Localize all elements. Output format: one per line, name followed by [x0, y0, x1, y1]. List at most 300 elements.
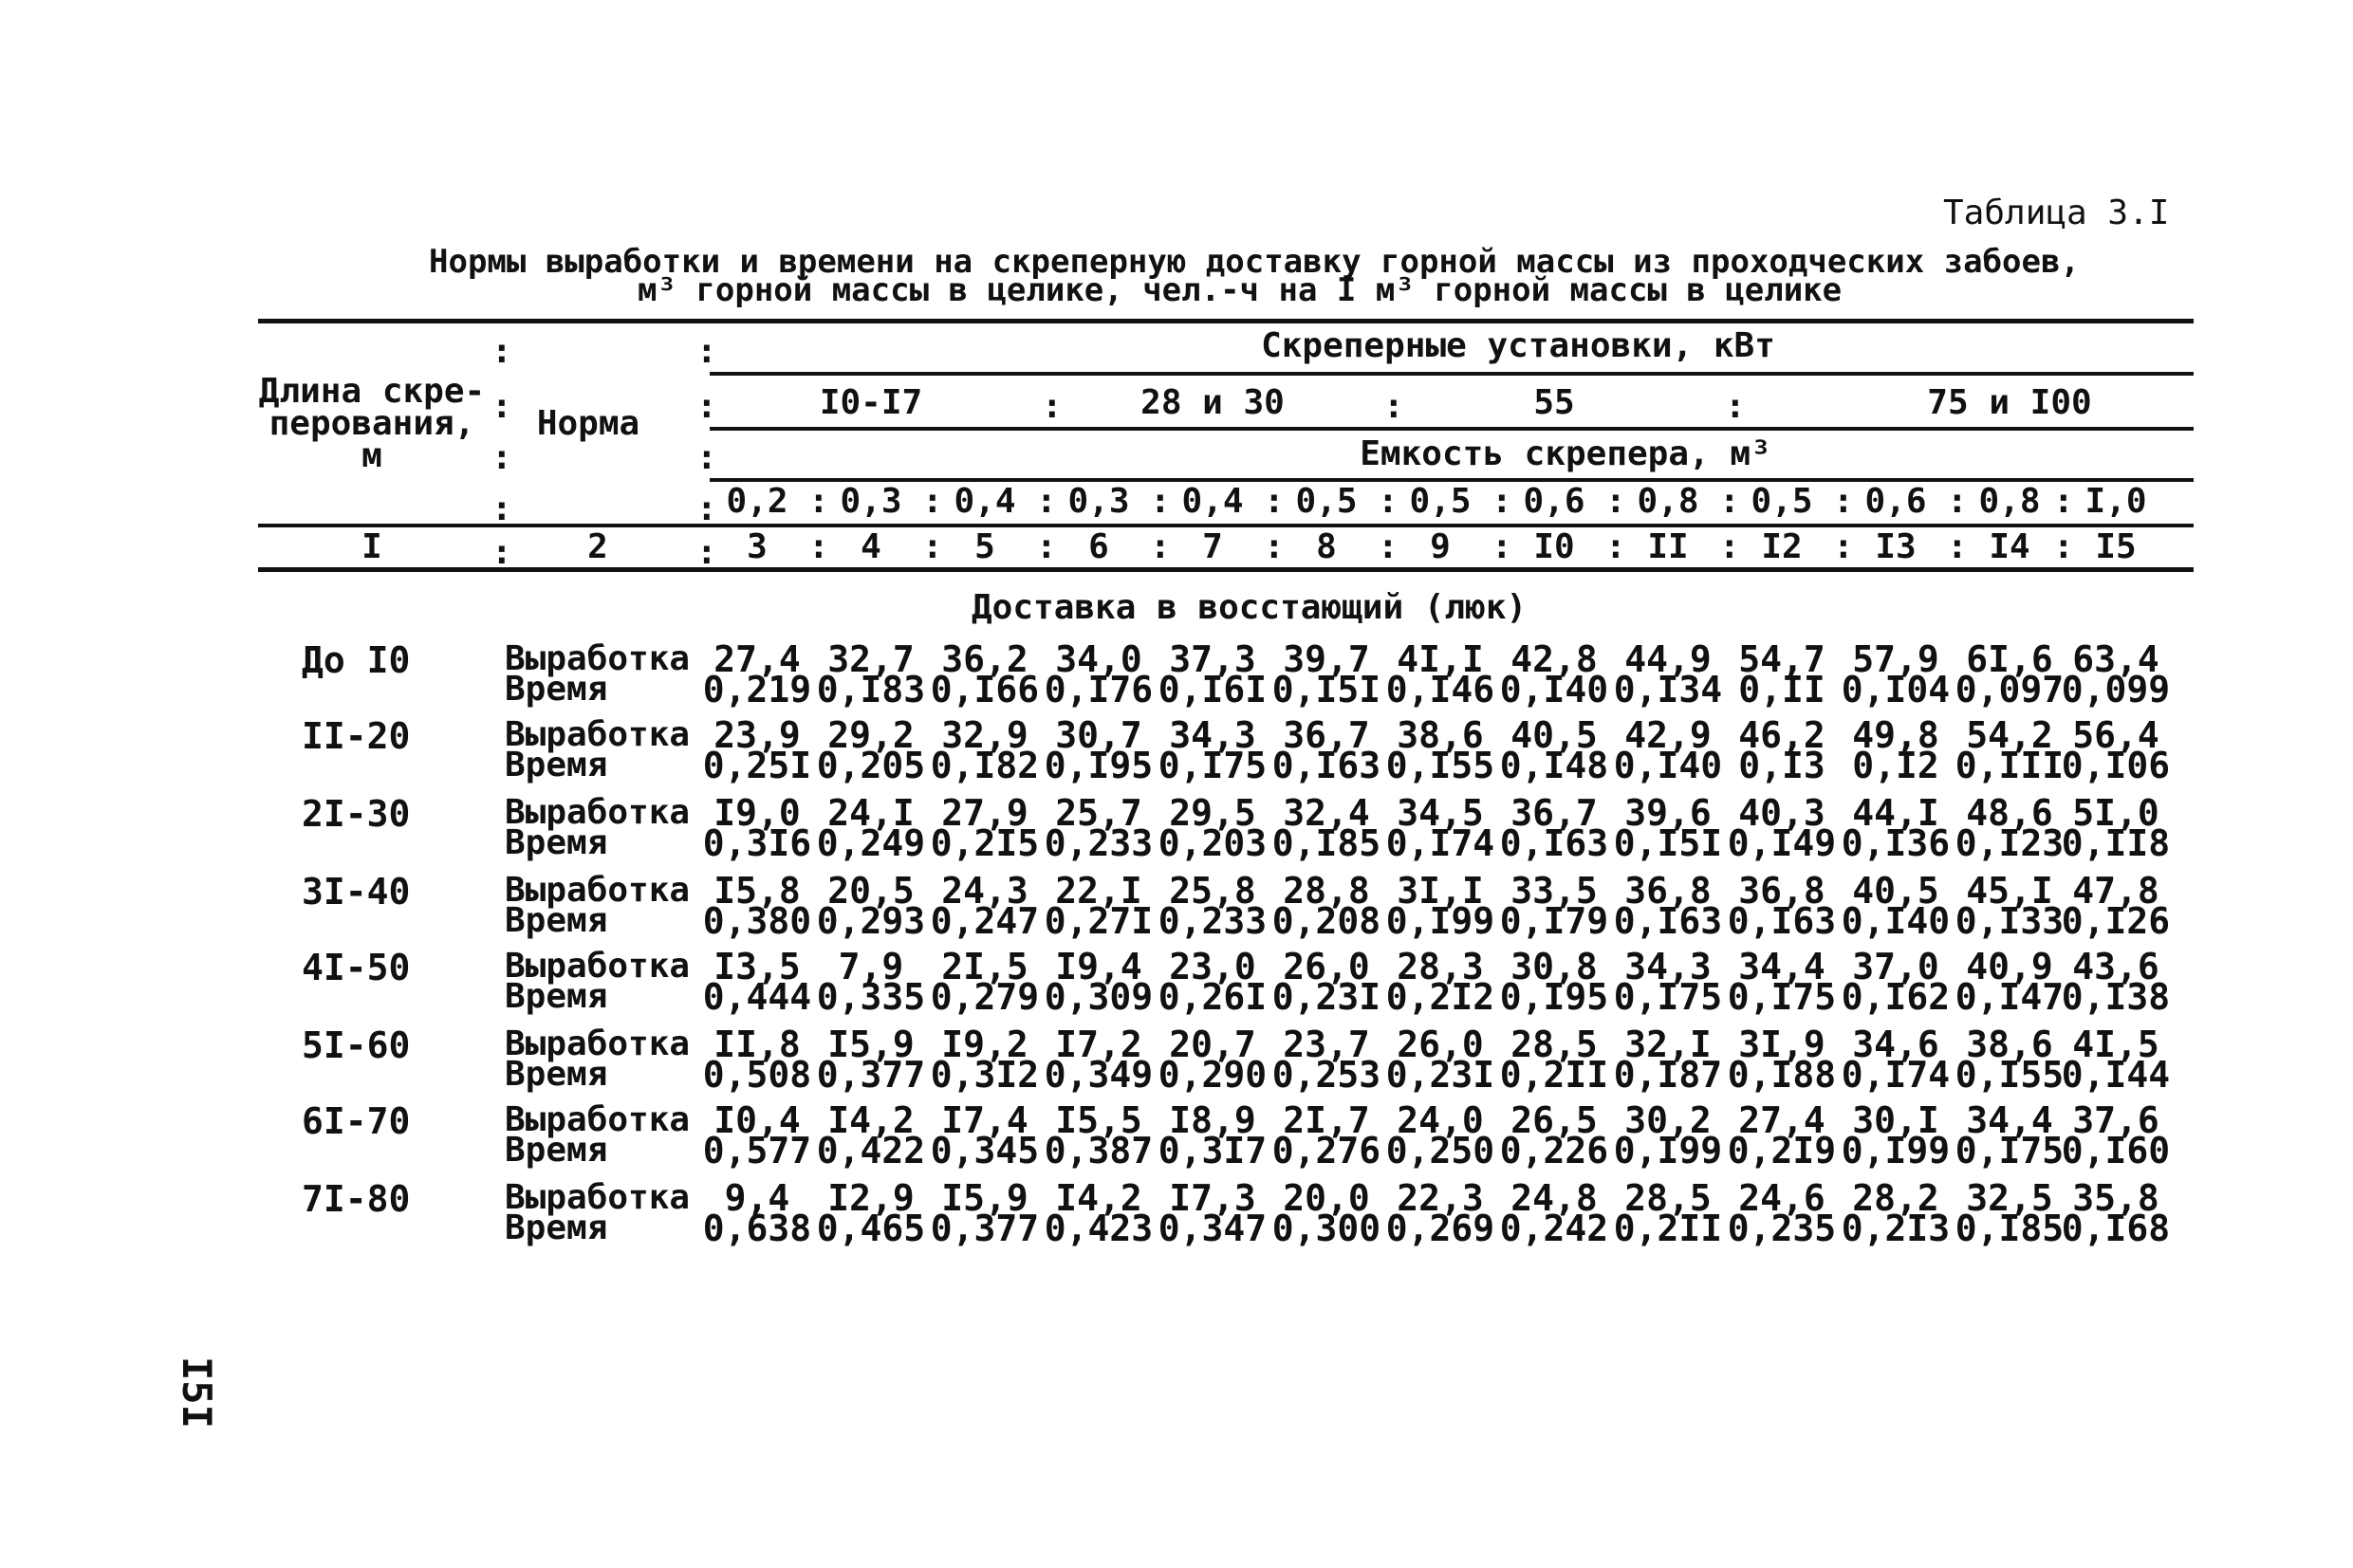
capacity-separator: : [808, 482, 829, 521]
cell-time: 0,I95 [1044, 745, 1154, 786]
cell-output: 28,2 [1852, 1177, 1939, 1219]
cell-time: 0,I87 [1613, 1054, 1723, 1096]
capacity-separator: : [2053, 482, 2074, 521]
cell-output: 45,I [1966, 870, 2053, 912]
cell-time: 0,335 [816, 976, 926, 1018]
row-length: II-20 [302, 715, 411, 757]
cell-output: 3I,I [1397, 870, 1484, 912]
norm-output-label: Выработка [505, 793, 691, 832]
capacity-value: 0,5 [1295, 482, 1358, 521]
rule-numbers-bottom [258, 567, 2194, 572]
column-number: 2 [587, 527, 608, 566]
cell-output: 38,6 [1966, 1024, 2053, 1065]
cell-output: 23,0 [1169, 946, 1256, 987]
cell-time: 0,3I6 [702, 822, 812, 864]
cell-time: 0,II8 [2061, 822, 2171, 864]
column-number-separator: : [1833, 527, 1854, 566]
row-length: 5I-60 [302, 1024, 411, 1066]
cell-output: 30,I [1852, 1099, 1939, 1141]
power-group-separator: : [1725, 387, 1746, 426]
header-colon: : [696, 438, 717, 477]
capacity-value: 0,8 [1637, 482, 1699, 521]
cell-output: 24,6 [1738, 1177, 1825, 1219]
cell-time: 0,I55 [1385, 745, 1495, 786]
cell-time: 0,I82 [930, 745, 1040, 786]
cell-output: I7,2 [1055, 1024, 1142, 1065]
cell-time: 0,I36 [1841, 822, 1951, 864]
column-number-separator: : [1605, 527, 1626, 566]
rule-power [710, 427, 2194, 431]
capacity-value: 0,3 [1067, 482, 1130, 521]
cell-output: I5,5 [1055, 1099, 1142, 1141]
cell-output: 36,7 [1510, 792, 1598, 834]
norm-header: Норма [536, 404, 640, 443]
row-length: 6I-70 [302, 1100, 411, 1142]
capacity-separator: : [1378, 482, 1399, 521]
page-number: I5I [174, 1356, 220, 1429]
cell-output: 34,4 [1966, 1099, 2053, 1141]
cell-time: 0,I66 [930, 669, 1040, 710]
cell-time: 0,279 [930, 976, 1040, 1018]
cell-output: 22,3 [1397, 1177, 1484, 1219]
cell-time: 0,276 [1271, 1130, 1381, 1171]
cell-output: 9,4 [724, 1177, 790, 1219]
cell-output: 40,5 [1510, 714, 1598, 756]
cell-output: 20,7 [1169, 1024, 1256, 1065]
cell-output: 28,3 [1397, 946, 1484, 987]
cell-time: 0,I62 [1841, 976, 1951, 1018]
cell-time: 0,380 [702, 900, 812, 942]
norm-output-label: Выработка [505, 715, 691, 754]
column-number-separator: : [922, 527, 943, 566]
cell-time: 0,I49 [1727, 822, 1837, 864]
power-group-separator: : [1042, 387, 1063, 426]
section-title: Доставка в восстающий (люк) [972, 588, 1528, 627]
cell-time: 0,205 [816, 745, 926, 786]
rule-top [258, 319, 2194, 323]
cell-time: 0,3I7 [1158, 1130, 1268, 1171]
cell-time: 0,250 [1385, 1130, 1495, 1171]
column-number: 5 [974, 527, 995, 566]
cell-time: 0,I95 [1499, 976, 1609, 1018]
cell-output: 30,7 [1055, 714, 1142, 756]
cell-output: 38,6 [1397, 714, 1484, 756]
cell-output: 33,5 [1510, 870, 1598, 912]
capacity-separator: : [922, 482, 943, 521]
column-number: 9 [1430, 527, 1451, 566]
cell-time: 0,I74 [1385, 822, 1495, 864]
capacity-separator: : [1719, 482, 1740, 521]
cell-output: 39,6 [1624, 792, 1712, 834]
capacity-separator: : [1947, 482, 1968, 521]
capacity-value: 0,5 [1409, 482, 1472, 521]
cell-output: 34,0 [1055, 638, 1142, 680]
cell-time: 0,I99 [1385, 900, 1495, 942]
cell-time: 0,I47 [1955, 976, 2065, 1018]
cell-output: 36,8 [1624, 870, 1712, 912]
column-number-separator: : [1491, 527, 1512, 566]
column-number: I [361, 527, 382, 566]
norm-time-label: Время [505, 901, 608, 940]
cell-output: 27,4 [1738, 1099, 1825, 1141]
column-number: II [1647, 527, 1689, 566]
header-colon: : [696, 332, 717, 371]
cell-time: 0,23I [1271, 976, 1381, 1018]
cell-output: II,8 [713, 1024, 801, 1065]
power-group-label: 55 [1533, 383, 1575, 422]
cell-output: 28,8 [1283, 870, 1370, 912]
cell-output: I5,9 [827, 1024, 915, 1065]
cell-time: 0,I88 [1727, 1054, 1837, 1096]
column-number: I5 [2095, 527, 2137, 566]
cell-time: 0,I44 [2061, 1054, 2171, 1096]
cell-output: 46,2 [1738, 714, 1825, 756]
cell-output: 43,6 [2072, 946, 2159, 987]
cell-output: 48,6 [1966, 792, 2053, 834]
column-number: I0 [1533, 527, 1575, 566]
cell-time: 0,097 [1955, 669, 2065, 710]
capacity-value: I,0 [2084, 482, 2147, 521]
cell-time: 0,099 [2061, 669, 2171, 710]
header-colon: : [491, 332, 512, 371]
capacity-separator: : [1036, 482, 1057, 521]
cell-time: 0,I38 [2061, 976, 2171, 1018]
capacity-value: 0,3 [840, 482, 902, 521]
header-colon: : [696, 489, 717, 528]
norm-output-label: Выработка [505, 1024, 691, 1063]
cell-time: 0,203 [1158, 822, 1268, 864]
cell-time: 0,2I5 [930, 822, 1040, 864]
capacity-separator: : [1833, 482, 1854, 521]
cell-output: I3,5 [713, 946, 801, 987]
norm-output-label: Выработка [505, 639, 691, 678]
cell-time: 0,I63 [1499, 822, 1609, 864]
cell-output: 40,5 [1852, 870, 1939, 912]
cell-output: 54,7 [1738, 638, 1825, 680]
cell-output: I2,9 [827, 1177, 915, 1219]
capacity-separator: : [1605, 482, 1626, 521]
cell-output: 54,2 [1966, 714, 2053, 756]
cell-time: 0,23I [1385, 1054, 1495, 1096]
column-number-separator: : [808, 527, 829, 566]
column-number-separator: : [1264, 527, 1285, 566]
cell-output: 32,7 [827, 638, 915, 680]
norm-time-label: Время [505, 670, 608, 709]
norm-time-label: Время [505, 977, 608, 1016]
cell-output: 30,2 [1624, 1099, 1712, 1141]
cell-output: 37,6 [2072, 1099, 2159, 1141]
cell-output: 23,9 [713, 714, 801, 756]
cell-time: 0,423 [1044, 1208, 1154, 1249]
length-header-line-3: м [361, 436, 382, 475]
column-number: I2 [1761, 527, 1803, 566]
cell-output: I0,4 [713, 1099, 801, 1141]
norm-time-label: Время [505, 746, 608, 784]
cell-time: 0,208 [1271, 900, 1381, 942]
cell-output: 37,0 [1852, 946, 1939, 987]
column-number-separator: : [2053, 527, 2074, 566]
cell-time: 0,377 [930, 1208, 1040, 1249]
cell-output: 42,9 [1624, 714, 1712, 756]
cell-output: I9,2 [941, 1024, 1028, 1065]
cell-output: 30,8 [1510, 946, 1598, 987]
column-number: 3 [747, 527, 768, 566]
cell-output: 28,5 [1510, 1024, 1598, 1065]
cell-output: 29,5 [1169, 792, 1256, 834]
column-number-separator: : [1036, 527, 1057, 566]
cell-time: 0,I85 [1271, 822, 1381, 864]
cell-time: 0,247 [930, 900, 1040, 942]
cell-output: 2I,7 [1283, 1099, 1370, 1141]
cell-time: 0,387 [1044, 1130, 1154, 1171]
cell-time: 0,I63 [1613, 900, 1723, 942]
cell-output: 28,5 [1624, 1177, 1712, 1219]
length-header-line-2: перования, [269, 404, 475, 443]
cell-output: I7,4 [941, 1099, 1028, 1141]
cell-time: 0,I06 [2061, 745, 2171, 786]
cell-time: 0,293 [816, 900, 926, 942]
cell-output: 25,8 [1169, 870, 1256, 912]
cell-time: 0,I63 [1727, 900, 1837, 942]
cell-output: 44,9 [1624, 638, 1712, 680]
cell-output: 32,9 [941, 714, 1028, 756]
cell-time: 0,I33 [1955, 900, 2065, 942]
cell-time: 0,26I [1158, 976, 1268, 1018]
capacity-value: 0,2 [726, 482, 788, 521]
table-title-line-1: Нормы выработки и времени на скреперную доставку горной массы из проходческих забоев, [429, 243, 2080, 281]
cell-time: 0,I68 [2061, 1208, 2171, 1249]
table-title-line-2: м³ горной массы в целике, чел.-ч на I м³ горной массы в целике [638, 271, 1843, 309]
norm-output-label: Выработка [505, 1178, 691, 1217]
cell-time: 0,2I3 [1841, 1208, 1951, 1249]
norm-time-label: Время [505, 823, 608, 862]
capacity-value: 0,5 [1751, 482, 1813, 521]
column-number-separator: : [1150, 527, 1171, 566]
cell-time: 0,508 [702, 1054, 812, 1096]
cell-time: 0,269 [1385, 1208, 1495, 1249]
cell-output: 24,0 [1397, 1099, 1484, 1141]
row-length: 4I-50 [302, 947, 411, 988]
cell-time: 0,I46 [1385, 669, 1495, 710]
cell-output: I4,2 [827, 1099, 915, 1141]
cell-output: 44,I [1852, 792, 1939, 834]
cell-time: 0,III [1955, 745, 2065, 786]
cell-output: I4,2 [1055, 1177, 1142, 1219]
cell-output: 40,3 [1738, 792, 1825, 834]
cell-time: 0,I75 [1727, 976, 1837, 1018]
cell-output: 32,5 [1966, 1177, 2053, 1219]
cell-output: 42,8 [1510, 638, 1598, 680]
column-number-separator: : [1947, 527, 1968, 566]
cell-output: 3I,9 [1738, 1024, 1825, 1065]
cell-time: 0,309 [1044, 976, 1154, 1018]
cell-output: 23,7 [1283, 1024, 1370, 1065]
cell-time: 0,2I2 [1385, 976, 1495, 1018]
cell-time: 0,27I [1044, 900, 1154, 942]
norm-time-label: Время [505, 1055, 608, 1094]
cell-time: 0,I75 [1955, 1130, 2065, 1171]
header-colon: : [696, 387, 717, 426]
length-header-line-1: Длина скре- [258, 372, 486, 411]
cell-time: 0,I75 [1613, 976, 1723, 1018]
row-length: 2I-30 [302, 793, 411, 835]
cell-output: 34,5 [1397, 792, 1484, 834]
cell-output: 34,3 [1624, 946, 1712, 987]
power-group-separator: : [1383, 387, 1404, 426]
cell-time: 0,347 [1158, 1208, 1268, 1249]
cell-output: 32,I [1624, 1024, 1712, 1065]
cell-time: 0,3I2 [930, 1054, 1040, 1096]
column-number: I3 [1875, 527, 1917, 566]
capacity-separator: : [1264, 482, 1285, 521]
cell-output: 36,7 [1283, 714, 1370, 756]
capacity-value: 0,6 [1523, 482, 1585, 521]
header-colon: : [491, 533, 512, 572]
cell-output: 36,8 [1738, 870, 1825, 912]
cell-time: 0,I26 [2061, 900, 2171, 942]
rule-installations [710, 372, 2194, 376]
cell-time: 0,I60 [2061, 1130, 2171, 1171]
cell-output: 4I,I [1397, 638, 1484, 680]
cell-output: 25,7 [1055, 792, 1142, 834]
norm-output-label: Выработка [505, 947, 691, 986]
cell-time: 0,I63 [1271, 745, 1381, 786]
cell-output: 26,0 [1397, 1024, 1484, 1065]
cell-time: 0,I23 [1955, 822, 2065, 864]
capacity-value: 0,8 [1978, 482, 2041, 521]
cell-output: I5,9 [941, 1177, 1028, 1219]
cell-output: 20,0 [1283, 1177, 1370, 1219]
cell-time: 0,I40 [1613, 745, 1723, 786]
cell-output: 40,9 [1966, 946, 2053, 987]
header-colon: : [491, 438, 512, 477]
cell-time: 0,I48 [1499, 745, 1609, 786]
cell-time: 0,I79 [1499, 900, 1609, 942]
cell-output: I8,9 [1169, 1099, 1256, 1141]
cell-output: 26,5 [1510, 1099, 1598, 1141]
cell-time: 0,235 [1727, 1208, 1837, 1249]
cell-output: 4I,5 [2072, 1024, 2159, 1065]
cell-time: 0,I2 [1852, 745, 1939, 786]
power-group-label: 28 и 30 [1140, 383, 1285, 422]
cell-time: 0,226 [1499, 1130, 1609, 1171]
cell-output: 22,I [1055, 870, 1142, 912]
cell-output: 27,9 [941, 792, 1028, 834]
cell-output: 34,3 [1169, 714, 1256, 756]
cell-output: 57,9 [1852, 638, 1939, 680]
capacity-value: 0,4 [1181, 482, 1244, 521]
cell-time: 0,I40 [1841, 900, 1951, 942]
cell-output: 29,2 [827, 714, 915, 756]
norm-time-label: Время [505, 1208, 608, 1247]
cell-time: 0,I40 [1499, 669, 1609, 710]
cell-output: 20,5 [827, 870, 915, 912]
cell-time: 0,I75 [1158, 745, 1268, 786]
capacity-separator: : [1491, 482, 1512, 521]
installations-header: Скреперные установки, кВт [1261, 326, 1775, 365]
cell-output: 24,8 [1510, 1177, 1598, 1219]
column-number: 8 [1316, 527, 1337, 566]
column-number: I4 [1989, 527, 2030, 566]
capacity-value: 0,4 [954, 482, 1016, 521]
cell-output: 49,8 [1852, 714, 1939, 756]
cell-output: 32,4 [1283, 792, 1370, 834]
capacity-value: 0,6 [1864, 482, 1927, 521]
cell-output: 24,I [827, 792, 915, 834]
cell-time: 0,I74 [1841, 1054, 1951, 1096]
cell-time: 0,233 [1158, 900, 1268, 942]
cell-time: 0,638 [702, 1208, 812, 1249]
cell-output: 7,9 [838, 946, 904, 987]
cell-output: 5I,0 [2072, 792, 2159, 834]
cell-output: 39,7 [1283, 638, 1370, 680]
cell-time: 0,I6I [1158, 669, 1268, 710]
cell-time: 0,345 [930, 1130, 1040, 1171]
cell-time: 0,2II [1499, 1054, 1609, 1096]
cell-output: 47,8 [2072, 870, 2159, 912]
cell-output: 34,4 [1738, 946, 1825, 987]
header-colon: : [491, 489, 512, 528]
column-number-separator: : [1378, 527, 1399, 566]
cell-output: 24,3 [941, 870, 1028, 912]
column-number: 6 [1088, 527, 1109, 566]
cell-output: 6I,6 [1966, 638, 2053, 680]
cell-time: 0,I83 [816, 669, 926, 710]
cell-time: 0,444 [702, 976, 812, 1018]
header-colon: : [696, 533, 717, 572]
cell-output: 2I,5 [941, 946, 1028, 987]
cell-output: 63,4 [2072, 638, 2159, 680]
cell-output: 36,2 [941, 638, 1028, 680]
cell-time: 0,242 [1499, 1208, 1609, 1249]
cell-time: 0,I5I [1271, 669, 1381, 710]
cell-time: 0,II [1738, 669, 1825, 710]
cell-time: 0,I55 [1955, 1054, 2065, 1096]
row-length: 7I-80 [302, 1178, 411, 1220]
cell-time: 0,377 [816, 1054, 926, 1096]
cell-output: I7,3 [1169, 1177, 1256, 1219]
column-number: 4 [861, 527, 881, 566]
cell-time: 0,I76 [1044, 669, 1154, 710]
capacity-separator: : [1150, 482, 1171, 521]
cell-time: 0,249 [816, 822, 926, 864]
row-length: До I0 [302, 639, 411, 681]
cell-time: 0,I3 [1738, 745, 1825, 786]
cell-time: 0,I04 [1841, 669, 1951, 710]
power-group-label: 75 и I00 [1927, 383, 2092, 422]
cell-time: 0,25I [702, 745, 812, 786]
table-label: Таблица 3.I [1943, 194, 2170, 232]
length-header [258, 372, 486, 475]
cell-time: 0,253 [1271, 1054, 1381, 1096]
cell-output: 34,6 [1852, 1024, 1939, 1065]
cell-output: 26,0 [1283, 946, 1370, 987]
norm-output-label: Выработка [505, 1100, 691, 1139]
cell-output: 27,4 [713, 638, 801, 680]
cell-time: 0,465 [816, 1208, 926, 1249]
cell-time: 0,I99 [1841, 1130, 1951, 1171]
cell-output: I9,0 [713, 792, 801, 834]
cell-time: 0,I85 [1955, 1208, 2065, 1249]
cell-output: I9,4 [1055, 946, 1142, 987]
norm-time-label: Время [505, 1131, 608, 1170]
cell-output: 56,4 [2072, 714, 2159, 756]
cell-time: 0,I5I [1613, 822, 1723, 864]
column-number-separator: : [1719, 527, 1740, 566]
cell-time: 0,233 [1044, 822, 1154, 864]
cell-time: 0,300 [1271, 1208, 1381, 1249]
cell-time: 0,577 [702, 1130, 812, 1171]
